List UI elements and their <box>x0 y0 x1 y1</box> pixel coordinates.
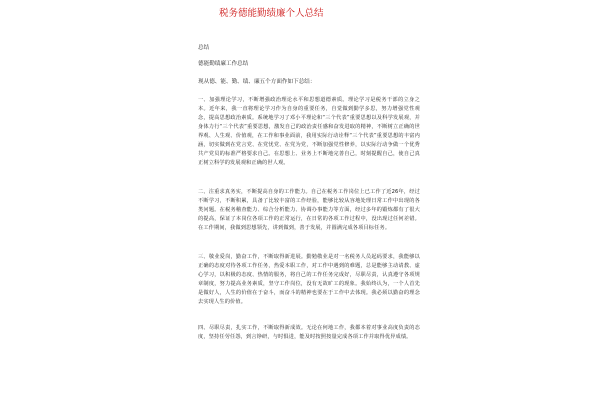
paragraph-2: 二、注重求真务实，不断提高自身的工作能力。自己在税务工作岗位上已工作了近26年，经过不断学习，不断积累，具备了比较丰富的工作经验，能够比较从容地处理日常工作中出现的各类问题。在税务稽查能力、综合分析能力、协调办事能力等方面，经过多年的锻炼都有了很大的提高，保证了本岗位各项工作的正常运行，在日常的各项工作过程中，没出现过任何差错。在工作期间，我做到思想领先，讲到做到，善于发展，并圆满完成各项目标任务。 <box>198 189 420 232</box>
document-title: 税务德能勤绩廉个人总结 <box>219 8 324 19</box>
paragraph-1: 一、加强理论学习，不断增强政治理论水平和思想道德素质。理论学习是税务干部的立身之本。近年来，我一直将理论学习作为自身的重要任务，自觉做到勤学多思，努力增强党性观念，提高思想政治素质。系统地学习了邓小平理论和“三个代表”重要思想以及科学发展观，并身体力行“三个代表”重要思想，激发自己的政治责任感和奋发进取的精神，不断树立正确的世界观、人生观、价值观，在工作和事业面前，我用实际行动诠释“三个代表”重要思想的丰富内涵，切实做到在党言党、在党忧党、在党为党，不断加强党性修养，以实际行动争做一个优秀共产党员的标准严格要求自己。在思想上、业务上不断地完善自己，时刻提醒自己，使自己真正树立科学的发展观和正确的世人观。 <box>198 97 420 167</box>
paragraph-4: 四、尽职尽责，扎实工作，不断取得新成效。无论在何地工作，我都本着对事业高度负责的态度，坚持任劳任怨，到言铮研，与时俱进，能及时按照按量完成各项工作并取得优异成绩。 <box>198 325 420 341</box>
intro-text: 现从德、能、勤、绩、廉五个方面作如下总结： <box>198 79 316 85</box>
summary-label: 总结 <box>198 45 210 51</box>
paragraph-3: 三、敬业爱岗，勤奋工作，不断取得新进展。勤勉敬业是对一名税务人员起码要求，我能够以正确的态度对待各项工作任务，热爱本职工作，对工作中遇到的难题，总是能够主动请教、虚心学习，以积极的态度、热情的服务，将自己的工作任务完成好，尽职尽责，认真遵守各项规章制度，努力提高业务素质，坚守工作岗位，没有无故旷工的现象。我始终认为，一个人首先是做好人，人生的价值在于奋斗，而奋斗的精神也要在于工作中去体现。我必须以勤奋的理念去实现人生的价值。 <box>198 254 420 306</box>
document-subtitle: 德能勤绩廉工作总结 <box>198 61 249 67</box>
